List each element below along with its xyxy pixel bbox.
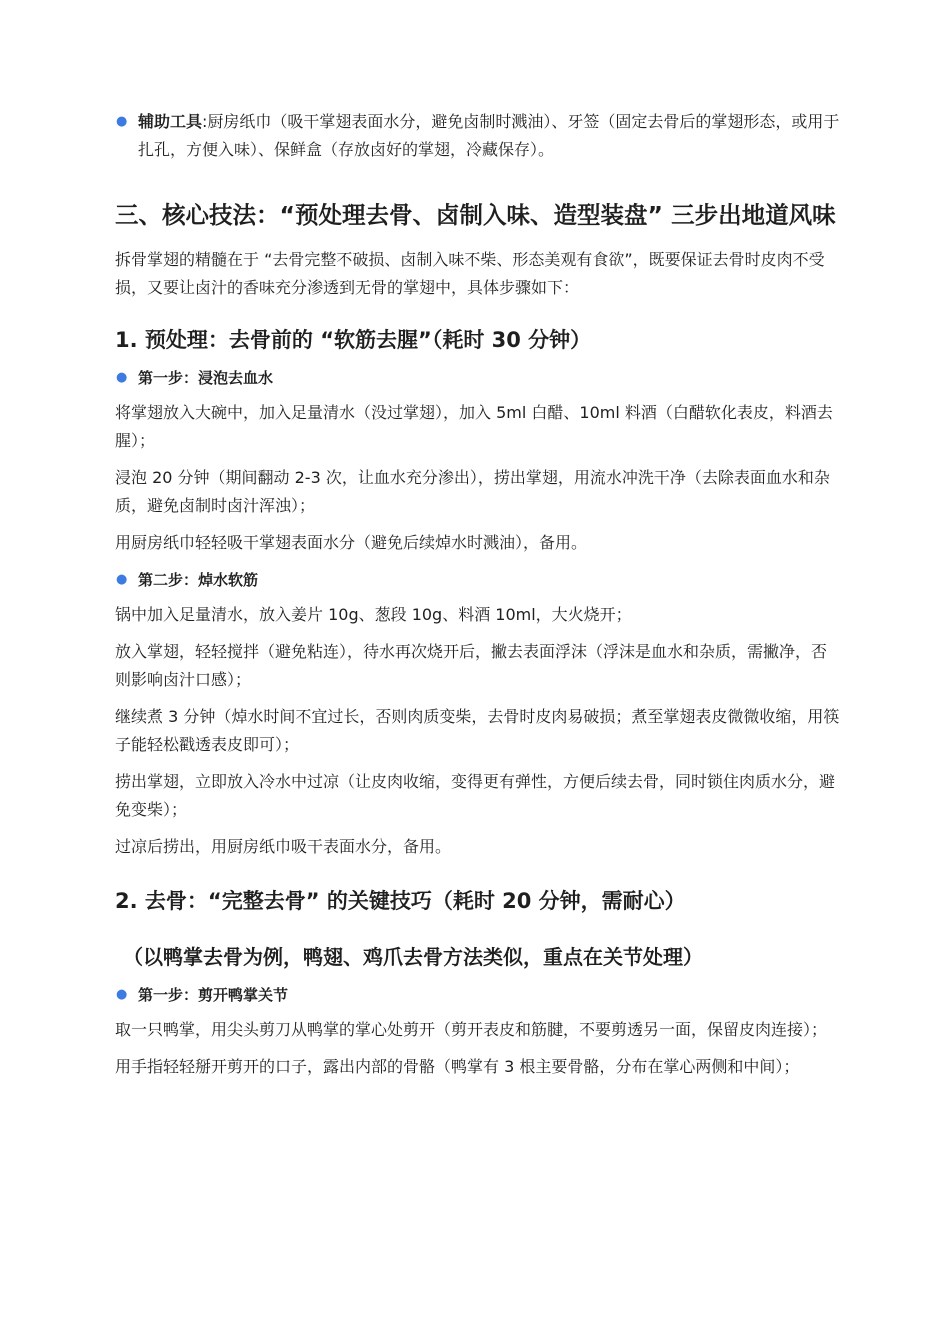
sub2-subtitle: （以鸭掌去骨为例，鸭翅、鸡爪去骨方法类似，重点在关节处理） bbox=[123, 945, 703, 969]
sub1-step2-label: 第二步：焯水软筋 bbox=[138, 571, 259, 589]
sub2-title: 2. 去骨：“完整去骨” 的关键技巧（耗时 20 分钟，需耐心） bbox=[115, 889, 686, 913]
bullet-dot-icon: ● bbox=[116, 370, 128, 385]
sub1-step2-para-2: 放入掌翅，轻轻搅拌（避免粘连），待水再次烧开后，撇去表面浮沫（浮沫是血水和杂质，需撇净，否则影响卤汁口感）； bbox=[115, 642, 828, 689]
sub1-step1-para-1: 将掌翅放入大碗中，加入足量清水（没过掌翅），加入 5ml 白醋、10ml 料酒（白醋软化表皮，料酒去腥）； bbox=[115, 403, 833, 450]
sub1-step2-para-4: 捞出掌翅，立即放入冷水中过凉（让皮肉收缩，变得更有弹性，方便后续去骨，同时锁住肉质水分，避免变柴）； bbox=[115, 772, 836, 819]
sub1-step2-para-5: 过凉后捞出，用厨房纸巾吸干表面水分，备用。 bbox=[115, 837, 452, 856]
bullet-dot-icon: ● bbox=[116, 114, 128, 129]
section3-title: 三、核心技法：“预处理去骨、卤制入味、造型装盘” 三步出地道风味 bbox=[115, 201, 836, 229]
bullet-dot-icon: ● bbox=[116, 987, 128, 1002]
document-page bbox=[115, 108, 840, 1081]
aux-tools-item bbox=[115, 108, 840, 164]
sub1-step1-label: 第一步：浸泡去血水 bbox=[138, 369, 274, 387]
sub1-step2-para-1: 锅中加入足量清水，放入姜片 10g、葱段 10g、料酒 10ml，大火烧开； bbox=[115, 605, 632, 624]
sub1-step1-label-item bbox=[115, 364, 840, 392]
sub1-title: 1. 预处理：去骨前的 “软筋去腥”（耗时 30 分钟） bbox=[115, 328, 592, 352]
sub2-step1-para-2: 用手指轻轻掰开剪开的口子，露出内部的骨骼（鸭掌有 3 根主要骨骼，分布在掌心两侧和中间）； bbox=[115, 1057, 800, 1076]
sub1-step2-para-3: 继续煮 3 分钟（焯水时间不宜过长，否则肉质变柴，去骨时皮肉易破损；煮至掌翅表皮微微收缩，用筷子能轻松戳透表皮即可）； bbox=[115, 707, 840, 754]
sub1-step1-para-3: 用厨房纸巾轻轻吸干掌翅表面水分（避免后续焯水时溅油），备用。 bbox=[115, 533, 588, 552]
sub2-step1-label: 第一步：剪开鸭掌关节 bbox=[138, 986, 289, 1004]
aux-tools-label: 辅助工具 bbox=[138, 112, 203, 131]
sub1-step2-label-item bbox=[115, 566, 840, 594]
sub1-step1-para-2: 浸泡 20 分钟（期间翻动 2-3 次，让血水充分渗出），捞出掌翅，用流水冲洗干净（去除表面血水和杂质，避免卤制时卤汁浑浊）； bbox=[115, 468, 830, 515]
bullet-dot-icon: ● bbox=[116, 572, 128, 587]
sub2-step1-label-item bbox=[115, 981, 840, 1009]
section3-intro: 拆骨掌翅的精髓在于 “去骨完整不破损、卤制入味不柴、形态美观有食欲”，既要保证去骨时皮肉不受损，又要让卤汁的香味充分渗透到无骨的掌翅中，具体步骤如下： bbox=[115, 250, 825, 297]
aux-tools-text: :厨房纸巾（吸干掌翅表面水分，避免卤制时溅油）、牙签（固定去骨后的掌翅形态，或用于扎孔，方便入味）、保鲜盒（存放卤好的掌翅，冷藏保存）。 bbox=[138, 112, 840, 159]
sub2-step1-para-1: 取一只鸭掌，用尖头剪刀从鸭掌的掌心处剪开（剪开表皮和筋腱，不要剪透另一面，保留皮肉连接）； bbox=[115, 1020, 828, 1039]
